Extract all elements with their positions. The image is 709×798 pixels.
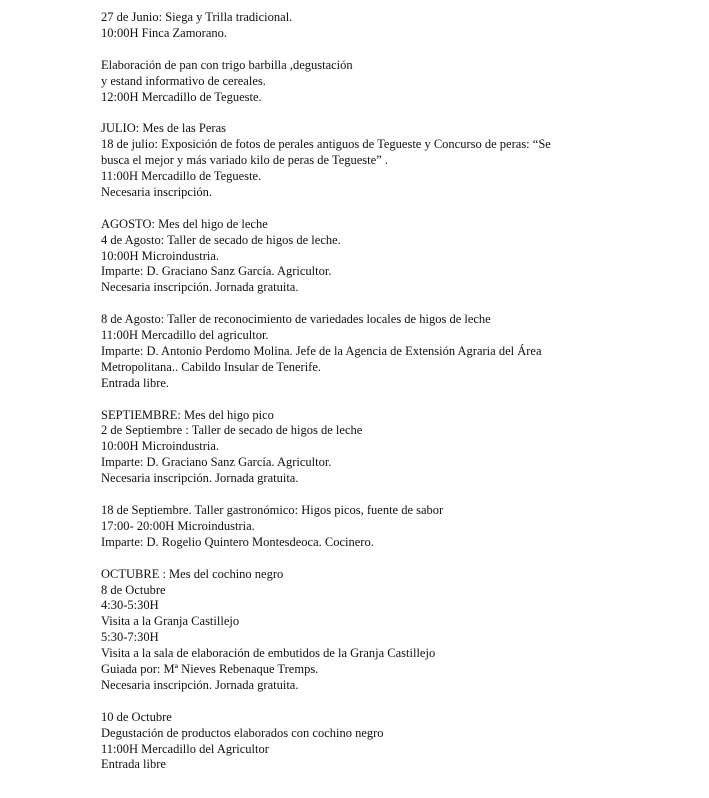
text-line: Entrada libre — [101, 757, 166, 772]
event-block-august-2 — [101, 312, 701, 392]
text-line: busca el mejor y más variado kilo de peras de Tegueste” . — [101, 153, 388, 168]
text-line: 10:00H Microindustria. — [101, 439, 220, 454]
text-line: 10:00H Finca Zamorano. — [101, 25, 228, 40]
text-line: Imparte: D. Antonio Perdomo Molina. Jefe de la Agencia de Extensión Agraria del Área — [101, 343, 542, 358]
text-line: 11:00H Mercadillo de Tegueste. — [101, 169, 262, 184]
event-block-july — [101, 121, 701, 201]
text-line: 8 de Agosto: Taller de reconocimiento de variedades locales de higos de leche — [101, 312, 491, 327]
text-line: 4:30-5:30H — [101, 598, 159, 613]
text-line: Necesaria inscripción. Jornada gratuita. — [101, 677, 299, 692]
section-heading: JULIO: Mes de las Peras — [101, 121, 226, 136]
text-line: Necesaria inscripción. Jornada gratuita. — [101, 471, 299, 486]
section-heading: AGOSTO: Mes del higo de leche — [101, 216, 268, 231]
text-line: 5:30-7:30H — [101, 630, 159, 645]
text-line: Entrada libre. — [101, 375, 170, 390]
text-line: 10 de Octubre — [101, 709, 172, 724]
text-line: Visita a la Granja Castillejo — [101, 614, 240, 629]
text-line: Visita a la sala de elaboración de embutidos de la Granja Castillejo — [101, 646, 436, 661]
section-heading: SEPTIEMBRE: Mes del higo pico — [101, 407, 274, 422]
text-line: 8 de Octubre — [101, 582, 166, 597]
event-block-september-2 — [101, 503, 701, 551]
text-line: Elaboración de pan con trigo barbilla ,degustación — [101, 57, 353, 72]
text-line: Necesaria inscripción. Jornada gratuita. — [101, 280, 299, 295]
event-block-bread — [101, 58, 701, 106]
text-line: Necesaria inscripción. — [101, 184, 213, 199]
text-line: 10:00H Microindustria. — [101, 248, 220, 263]
event-block-august-1 — [101, 217, 701, 297]
text-line: Imparte: D. Rogelio Quintero Montesdeoca. Cocinero. — [101, 534, 374, 549]
text-line: 2 de Septiembre : Taller de secado de higos de leche — [101, 423, 363, 438]
section-heading: OCTUBRE : Mes del cochino negro — [101, 566, 284, 581]
event-block-september-1 — [101, 408, 701, 488]
text-line: 27 de Junio: Siega y Trilla tradicional. — [101, 10, 293, 24]
text-line: Imparte: D. Graciano Sanz García. Agricultor. — [101, 455, 332, 470]
text-line: 11:00H Mercadillo del agricultor. — [101, 328, 269, 343]
text-line: 18 de julio: Exposición de fotos de perales antiguos de Tegueste y Concurso de peras: “Se — [101, 137, 551, 152]
text-line: Degustación de productos elaborados con cochino negro — [101, 725, 384, 740]
text-line: 12:00H Mercadillo de Tegueste. — [101, 89, 262, 104]
text-line: 4 de Agosto: Taller de secado de higos de leche. — [101, 232, 341, 247]
text-line: Imparte: D. Graciano Sanz García. Agricultor. — [101, 264, 332, 279]
text-line: Metropolitana.. Cabildo Insular de Tenerife. — [101, 359, 322, 374]
text-line: 17:00- 20:00H Microindustria. — [101, 518, 255, 533]
event-block-june — [101, 10, 701, 42]
text-line: Guiada por: Mª Nieves Rebenaque Tremps. — [101, 662, 319, 677]
event-block-october-1 — [101, 567, 701, 694]
event-block-october-2 — [101, 710, 701, 774]
text-line: y estand informativo de cereales. — [101, 73, 266, 88]
text-line: 11:00H Mercadillo del Agricultor — [101, 741, 269, 756]
document-page — [101, 10, 701, 789]
text-line: 18 de Septiembre. Taller gastronómico: Higos picos, fuente de sabor — [101, 503, 444, 517]
